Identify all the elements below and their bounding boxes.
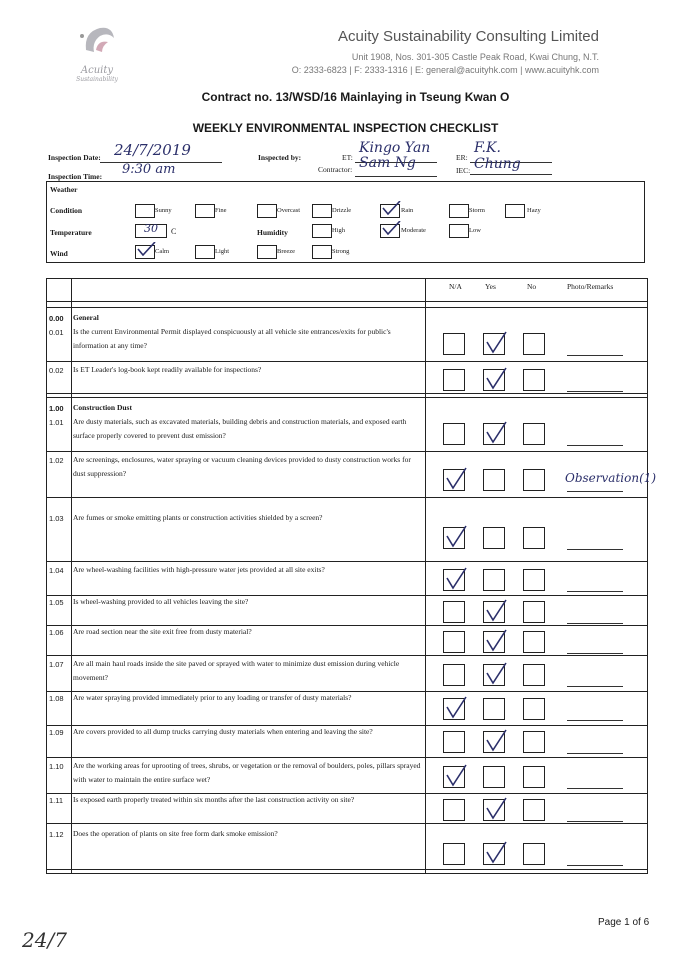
col-header-yes: Yes	[485, 282, 496, 291]
er-value: F.K. Chung	[474, 140, 521, 172]
handwritten-initial: 24/7	[22, 928, 67, 952]
answer-na-checkbox[interactable]	[443, 843, 465, 865]
condition-hazy-checkbox[interactable]	[505, 204, 525, 218]
et-value: Kingo Yan	[359, 140, 431, 156]
humidity-moderate-label: Moderate	[401, 227, 426, 234]
check-icon	[484, 366, 508, 390]
check-icon	[381, 221, 401, 235]
answer-no-checkbox[interactable]	[523, 843, 545, 865]
answer-na-checkbox[interactable]	[443, 731, 465, 753]
humidity-label: Humidity	[257, 228, 288, 237]
answer-no-checkbox[interactable]	[523, 631, 545, 653]
answer-no-checkbox[interactable]	[523, 731, 545, 753]
question-text: Are screenings, enclosures, water spraying or vacuum cleaning devices provided to dusty construction works for dust suppression?	[73, 455, 411, 478]
item-number: 1.01	[49, 418, 64, 427]
check-icon	[444, 763, 468, 787]
company-address: Unit 1908, Nos. 301-305 Castle Peak Road, Kwai Chung, N.T.	[351, 52, 599, 62]
iec-label: IEC:	[456, 166, 471, 175]
col-divider	[71, 279, 72, 873]
logo-sub: Sustainability	[76, 76, 118, 83]
wind-light-checkbox[interactable]	[195, 245, 215, 259]
remarks-field[interactable]	[567, 653, 623, 654]
item-number: 1.00	[49, 404, 64, 413]
answer-yes-checkbox[interactable]	[483, 601, 505, 623]
col-divider	[425, 279, 426, 873]
humidity-low-label: Low	[469, 227, 481, 234]
wind-light-label: Light	[215, 248, 230, 255]
condition-overcast-checkbox[interactable]	[257, 204, 277, 218]
col-header-na: N/A	[449, 282, 462, 291]
answer-na-checkbox[interactable]	[443, 569, 465, 591]
question-text: Is ET Leader's log-book kept readily available for inspections?	[73, 365, 262, 374]
inspection-time-field[interactable]	[100, 162, 212, 182]
contractor-value: Sam Ng	[359, 155, 416, 171]
remarks-field[interactable]	[567, 623, 623, 624]
row-divider	[47, 655, 647, 656]
row-divider	[47, 307, 647, 308]
humidity-high-checkbox[interactable]	[312, 224, 332, 238]
inspection-date-label: Inspection Date:	[48, 153, 101, 162]
check-icon	[484, 840, 508, 864]
condition-rain-label: Rain	[401, 207, 414, 214]
company-logo	[62, 20, 132, 83]
question-text: Is the current Environmental Permit displayed conspicuously at all vehicle site entrances/exits for public's information at any time?	[73, 327, 391, 350]
item-number: 0.02	[49, 366, 64, 375]
er-label: ER:	[456, 153, 468, 162]
condition-storm-checkbox[interactable]	[449, 204, 469, 218]
condition-rain-checkbox[interactable]	[380, 204, 400, 218]
answer-yes-checkbox[interactable]	[483, 766, 505, 788]
check-icon	[444, 695, 468, 719]
row-divider	[47, 497, 647, 498]
answer-yes-checkbox[interactable]	[483, 843, 505, 865]
condition-fine-label: Fine	[215, 207, 227, 214]
item-number: 0.01	[49, 328, 64, 337]
remarks-field[interactable]	[567, 788, 623, 789]
logo-mark-icon	[62, 20, 132, 60]
row-divider	[47, 823, 647, 824]
row-divider	[47, 393, 647, 394]
logo-word: Acuity	[80, 65, 114, 76]
col-header-no: No	[527, 282, 537, 291]
check-icon	[484, 628, 508, 652]
answer-no-checkbox[interactable]	[523, 664, 545, 686]
question-text: Does the operation of plants on site free form dark smoke emission?	[73, 829, 278, 838]
item-number: 1.08	[49, 694, 64, 703]
remarks-field[interactable]	[567, 491, 623, 492]
remarks-field[interactable]	[567, 445, 623, 446]
question-text: Are fumes or smoke emitting plants or construction activities shielded by a screen?	[73, 513, 323, 522]
remarks-field[interactable]	[567, 391, 623, 392]
answer-yes-checkbox[interactable]	[483, 369, 505, 391]
answer-no-checkbox[interactable]	[523, 527, 545, 549]
remarks-field[interactable]	[567, 753, 623, 754]
question-text: Are wheel-washing facilities with high-pressure water jets provided at all site exits?	[73, 565, 325, 574]
answer-no-checkbox[interactable]	[523, 423, 545, 445]
item-number: 1.11	[49, 796, 64, 805]
item-number: 0.00	[49, 314, 64, 323]
answer-na-checkbox[interactable]	[443, 799, 465, 821]
check-icon	[381, 201, 401, 215]
wind-breeze-label: Breeze	[277, 248, 296, 255]
remarks-field[interactable]	[567, 355, 623, 356]
answer-yes-checkbox[interactable]	[483, 423, 505, 445]
answer-no-checkbox[interactable]	[523, 766, 545, 788]
check-icon	[444, 524, 468, 548]
remarks-field[interactable]	[567, 821, 623, 822]
remarks-field[interactable]	[567, 591, 623, 592]
check-icon	[444, 466, 468, 490]
answer-no-checkbox[interactable]	[523, 569, 545, 591]
answer-na-checkbox[interactable]	[443, 527, 465, 549]
humidity-high-label: High	[332, 227, 345, 234]
answer-no-checkbox[interactable]	[523, 799, 545, 821]
check-icon	[484, 661, 508, 685]
inspection-time-value: 9:30 am	[122, 162, 176, 177]
question-text: Are dusty materials, such as excavated materials, building debris and construction materials, and exposed earth surface properly covered to prevent dust emission?	[73, 417, 407, 440]
iec-field[interactable]	[470, 160, 552, 175]
question-text: Are road section near the site exit free from dusty material?	[73, 627, 252, 636]
row-divider	[47, 397, 647, 398]
question-text: Are all main haul roads inside the site paved or sprayed with water to minimize dust emission during vehicle movement?	[73, 659, 400, 682]
answer-na-checkbox[interactable]	[443, 698, 465, 720]
check-icon	[484, 420, 508, 444]
answer-no-checkbox[interactable]	[523, 369, 545, 391]
contract-title: Contract no. 13/WSD/16 Mainlaying in Tseung Kwan O	[201, 90, 510, 104]
row-divider	[47, 361, 647, 362]
answer-yes-checkbox[interactable]	[483, 631, 505, 653]
temperature-field[interactable]	[135, 224, 167, 238]
weather-title: Weather	[50, 185, 78, 194]
item-number: 1.04	[49, 566, 64, 575]
answer-na-checkbox[interactable]	[443, 423, 465, 445]
item-number: 1.10	[49, 762, 64, 771]
answer-na-checkbox[interactable]	[443, 469, 465, 491]
question-text: Are covers provided to all dump trucks carrying dusty materials when entering and leaving the site?	[73, 727, 373, 736]
wind-strong-label: Strong	[332, 248, 350, 255]
inspection-date-value: 24/7/2019	[114, 141, 191, 159]
row-divider	[47, 869, 647, 870]
answer-yes-checkbox[interactable]	[483, 799, 505, 821]
answer-no-checkbox[interactable]	[523, 698, 545, 720]
answer-yes-checkbox[interactable]	[483, 469, 505, 491]
inspected-by-label: Inspected by:	[258, 153, 302, 162]
remarks-field[interactable]	[567, 549, 623, 550]
row-divider	[47, 757, 647, 758]
condition-storm-label: Storm	[469, 207, 485, 214]
answer-na-checkbox[interactable]	[443, 766, 465, 788]
item-number: 1.09	[49, 728, 64, 737]
check-icon	[484, 796, 508, 820]
company-contact: O: 2333-6823 | F: 2333-1316 | E: general@acuityhk.com | www.acuityhk.com	[291, 65, 599, 75]
remarks-field[interactable]	[567, 720, 623, 721]
answer-yes-checkbox[interactable]	[483, 527, 505, 549]
answer-no-checkbox[interactable]	[523, 333, 545, 355]
item-number: 1.03	[49, 514, 64, 523]
row-divider	[47, 301, 647, 302]
section-heading: Construction Dust	[73, 403, 132, 412]
condition-label: Condition	[50, 206, 83, 215]
condition-fine-checkbox[interactable]	[195, 204, 215, 218]
answer-no-checkbox[interactable]	[523, 469, 545, 491]
item-number: 1.05	[49, 598, 64, 607]
answer-na-checkbox[interactable]	[443, 664, 465, 686]
answer-yes-checkbox[interactable]	[483, 569, 505, 591]
condition-sunny-checkbox[interactable]	[135, 204, 155, 218]
condition-drizzle-label: Drizzle	[332, 207, 352, 214]
company-name: Acuity Sustainability Consulting Limited	[338, 28, 599, 45]
item-number: 1.07	[49, 660, 64, 669]
check-icon	[444, 566, 468, 590]
condition-sunny-label: Sunny	[155, 207, 172, 214]
question-text: Are the working areas for uprooting of trees, shrubs, or vegetation or the removal of boulders, poles, pillars sprayed with water to maintain the entire surface wet?	[73, 761, 421, 784]
contractor-field[interactable]	[355, 155, 437, 177]
wind-strong-checkbox[interactable]	[312, 245, 332, 259]
contractor-label: Contractor:	[318, 165, 353, 174]
check-icon	[484, 598, 508, 622]
answer-na-checkbox[interactable]	[443, 333, 465, 355]
answer-na-checkbox[interactable]	[443, 601, 465, 623]
remarks-value: Observation(1)	[565, 471, 657, 485]
check-icon	[136, 242, 156, 256]
answer-yes-checkbox[interactable]	[483, 731, 505, 753]
check-icon	[484, 728, 508, 752]
wind-calm-label: Calm	[155, 248, 170, 255]
remarks-field[interactable]	[567, 865, 623, 866]
humidity-moderate-checkbox[interactable]	[380, 224, 400, 238]
item-number: 1.06	[49, 628, 64, 637]
checklist-title: WEEKLY ENVIRONMENTAL INSPECTION CHECKLIST	[192, 121, 499, 135]
inspection-date-field[interactable]	[100, 141, 222, 163]
temperature-unit: C	[171, 227, 177, 236]
condition-overcast-label: Overcast	[277, 207, 301, 214]
answer-no-checkbox[interactable]	[523, 601, 545, 623]
item-number: 1.02	[49, 456, 64, 465]
temperature-label: Temperature	[50, 228, 92, 237]
question-text: Is wheel-washing provided to all vehicles leaving the site?	[73, 597, 249, 606]
checklist-table	[46, 278, 657, 874]
answer-yes-checkbox[interactable]	[483, 333, 505, 355]
wind-label: Wind	[50, 249, 68, 258]
answer-yes-checkbox[interactable]	[483, 664, 505, 686]
row-divider	[47, 451, 647, 452]
answer-yes-checkbox[interactable]	[483, 698, 505, 720]
answer-na-checkbox[interactable]	[443, 631, 465, 653]
row-divider	[47, 561, 647, 562]
remarks-field[interactable]	[567, 686, 623, 687]
wind-breeze-checkbox[interactable]	[257, 245, 277, 259]
section-heading: General	[73, 313, 99, 322]
check-icon	[484, 330, 508, 354]
temperature-value: 30	[144, 222, 158, 235]
humidity-low-checkbox[interactable]	[449, 224, 469, 238]
inspection-time-label: Inspection Time:	[48, 172, 103, 181]
wind-calm-checkbox[interactable]	[135, 245, 155, 259]
question-text: Are water spraying provided immediately prior to any loading or transfer of dusty materials?	[73, 693, 352, 702]
item-number: 1.12	[49, 830, 64, 839]
question-text: Is exposed earth properly treated within six months after the last construction activity on site?	[73, 795, 355, 804]
col-header-photo-remarks: Photo/Remarks	[567, 282, 614, 291]
page-number: Page 1 of 6	[598, 917, 650, 928]
et-label: ET:	[342, 153, 353, 162]
condition-hazy-label: Hazy	[527, 207, 541, 214]
condition-drizzle-checkbox[interactable]	[312, 204, 332, 218]
answer-na-checkbox[interactable]	[443, 369, 465, 391]
weather-box	[46, 181, 645, 263]
